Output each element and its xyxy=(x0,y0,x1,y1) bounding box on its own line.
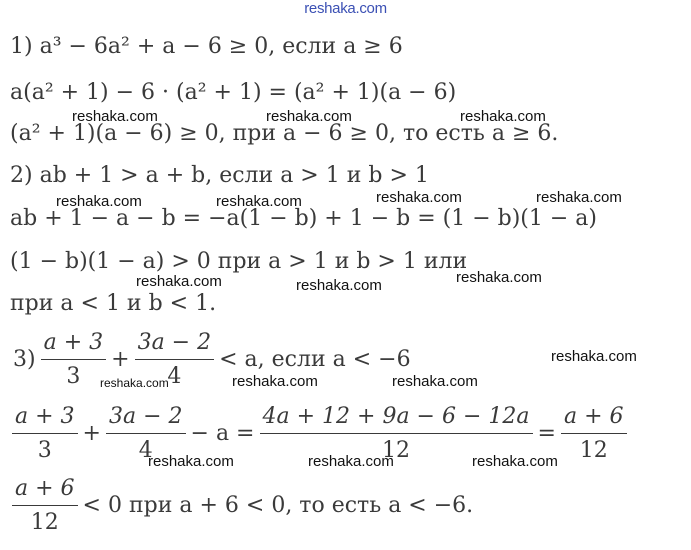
numerator: a + 6 xyxy=(561,404,627,434)
denominator: 3 xyxy=(66,364,81,389)
watermark: reshaka.com xyxy=(296,277,382,294)
solution-line-3: (a² + 1)(a − 6) ≥ 0, при a − 6 ≥ 0, то есть a ≥ 6. xyxy=(10,121,559,146)
watermark: reshaka.com xyxy=(148,453,234,470)
watermark: reshaka.com xyxy=(72,108,158,125)
denominator: 12 xyxy=(382,438,410,463)
minus-a-equals: − a = xyxy=(190,421,255,446)
site-header: reshaka.com xyxy=(304,0,387,17)
denominator: 12 xyxy=(30,510,59,535)
watermark: reshaka.com xyxy=(232,373,318,390)
watermark: reshaka.com xyxy=(376,189,462,206)
denominator: 4 xyxy=(167,364,182,389)
condition-text: < a, если a < −6 xyxy=(219,347,411,372)
fraction xyxy=(561,404,627,463)
solution-line-5: ab + 1 − a − b = −a(1 − b) + 1 − b = (1 − b)(1 − a) xyxy=(10,206,597,231)
watermark: reshaka.com xyxy=(216,193,302,210)
solution-line-2: a(a² + 1) − 6 · (a² + 1) = (a² + 1)(a − 6) xyxy=(10,80,457,105)
numerator: a + 6 xyxy=(12,476,78,506)
watermark: reshaka.com xyxy=(551,348,637,365)
solution-line-8 xyxy=(10,330,414,389)
watermark: reshaka.com xyxy=(392,373,478,390)
solution-line-10 xyxy=(10,476,476,535)
equals-sign: = xyxy=(537,421,556,446)
fraction xyxy=(41,330,107,389)
denominator: 3 xyxy=(37,438,52,463)
solution-line-6: (1 − b)(1 − a) > 0 при a > 1 и b > 1 или xyxy=(10,249,468,274)
numerator: a + 3 xyxy=(12,404,78,434)
solution-line-1: 1) a³ − 6a² + a − 6 ≥ 0, если a ≥ 6 xyxy=(10,34,403,59)
fraction xyxy=(12,404,78,463)
denominator: 4 xyxy=(138,438,153,463)
numerator: 3a − 2 xyxy=(135,330,215,360)
watermark: reshaka.com xyxy=(100,376,169,390)
numerator: a + 3 xyxy=(41,330,107,360)
denominator: 12 xyxy=(579,438,608,463)
plus-sign: + xyxy=(111,347,130,372)
watermark: reshaka.com xyxy=(460,108,546,125)
watermark: reshaka.com xyxy=(536,189,622,206)
watermark: reshaka.com xyxy=(456,269,542,286)
watermark: reshaka.com xyxy=(308,453,394,470)
item-number: 3) xyxy=(13,347,36,372)
solution-line-7: при a < 1 и b < 1. xyxy=(10,291,217,316)
watermark: reshaka.com xyxy=(56,193,142,210)
fraction xyxy=(12,476,78,535)
watermark: reshaka.com xyxy=(136,273,222,290)
numerator: 4a + 12 + 9a − 6 − 12a xyxy=(260,404,533,434)
solution-line-4: 2) ab + 1 > a + b, если a > 1 и b > 1 xyxy=(10,163,429,188)
watermark: reshaka.com xyxy=(266,108,352,125)
conclusion-text: < 0 при a + 6 < 0, то есть a < −6. xyxy=(82,493,474,518)
plus-sign: + xyxy=(82,421,101,446)
watermark: reshaka.com xyxy=(472,453,558,470)
numerator: 3a − 2 xyxy=(106,404,186,434)
